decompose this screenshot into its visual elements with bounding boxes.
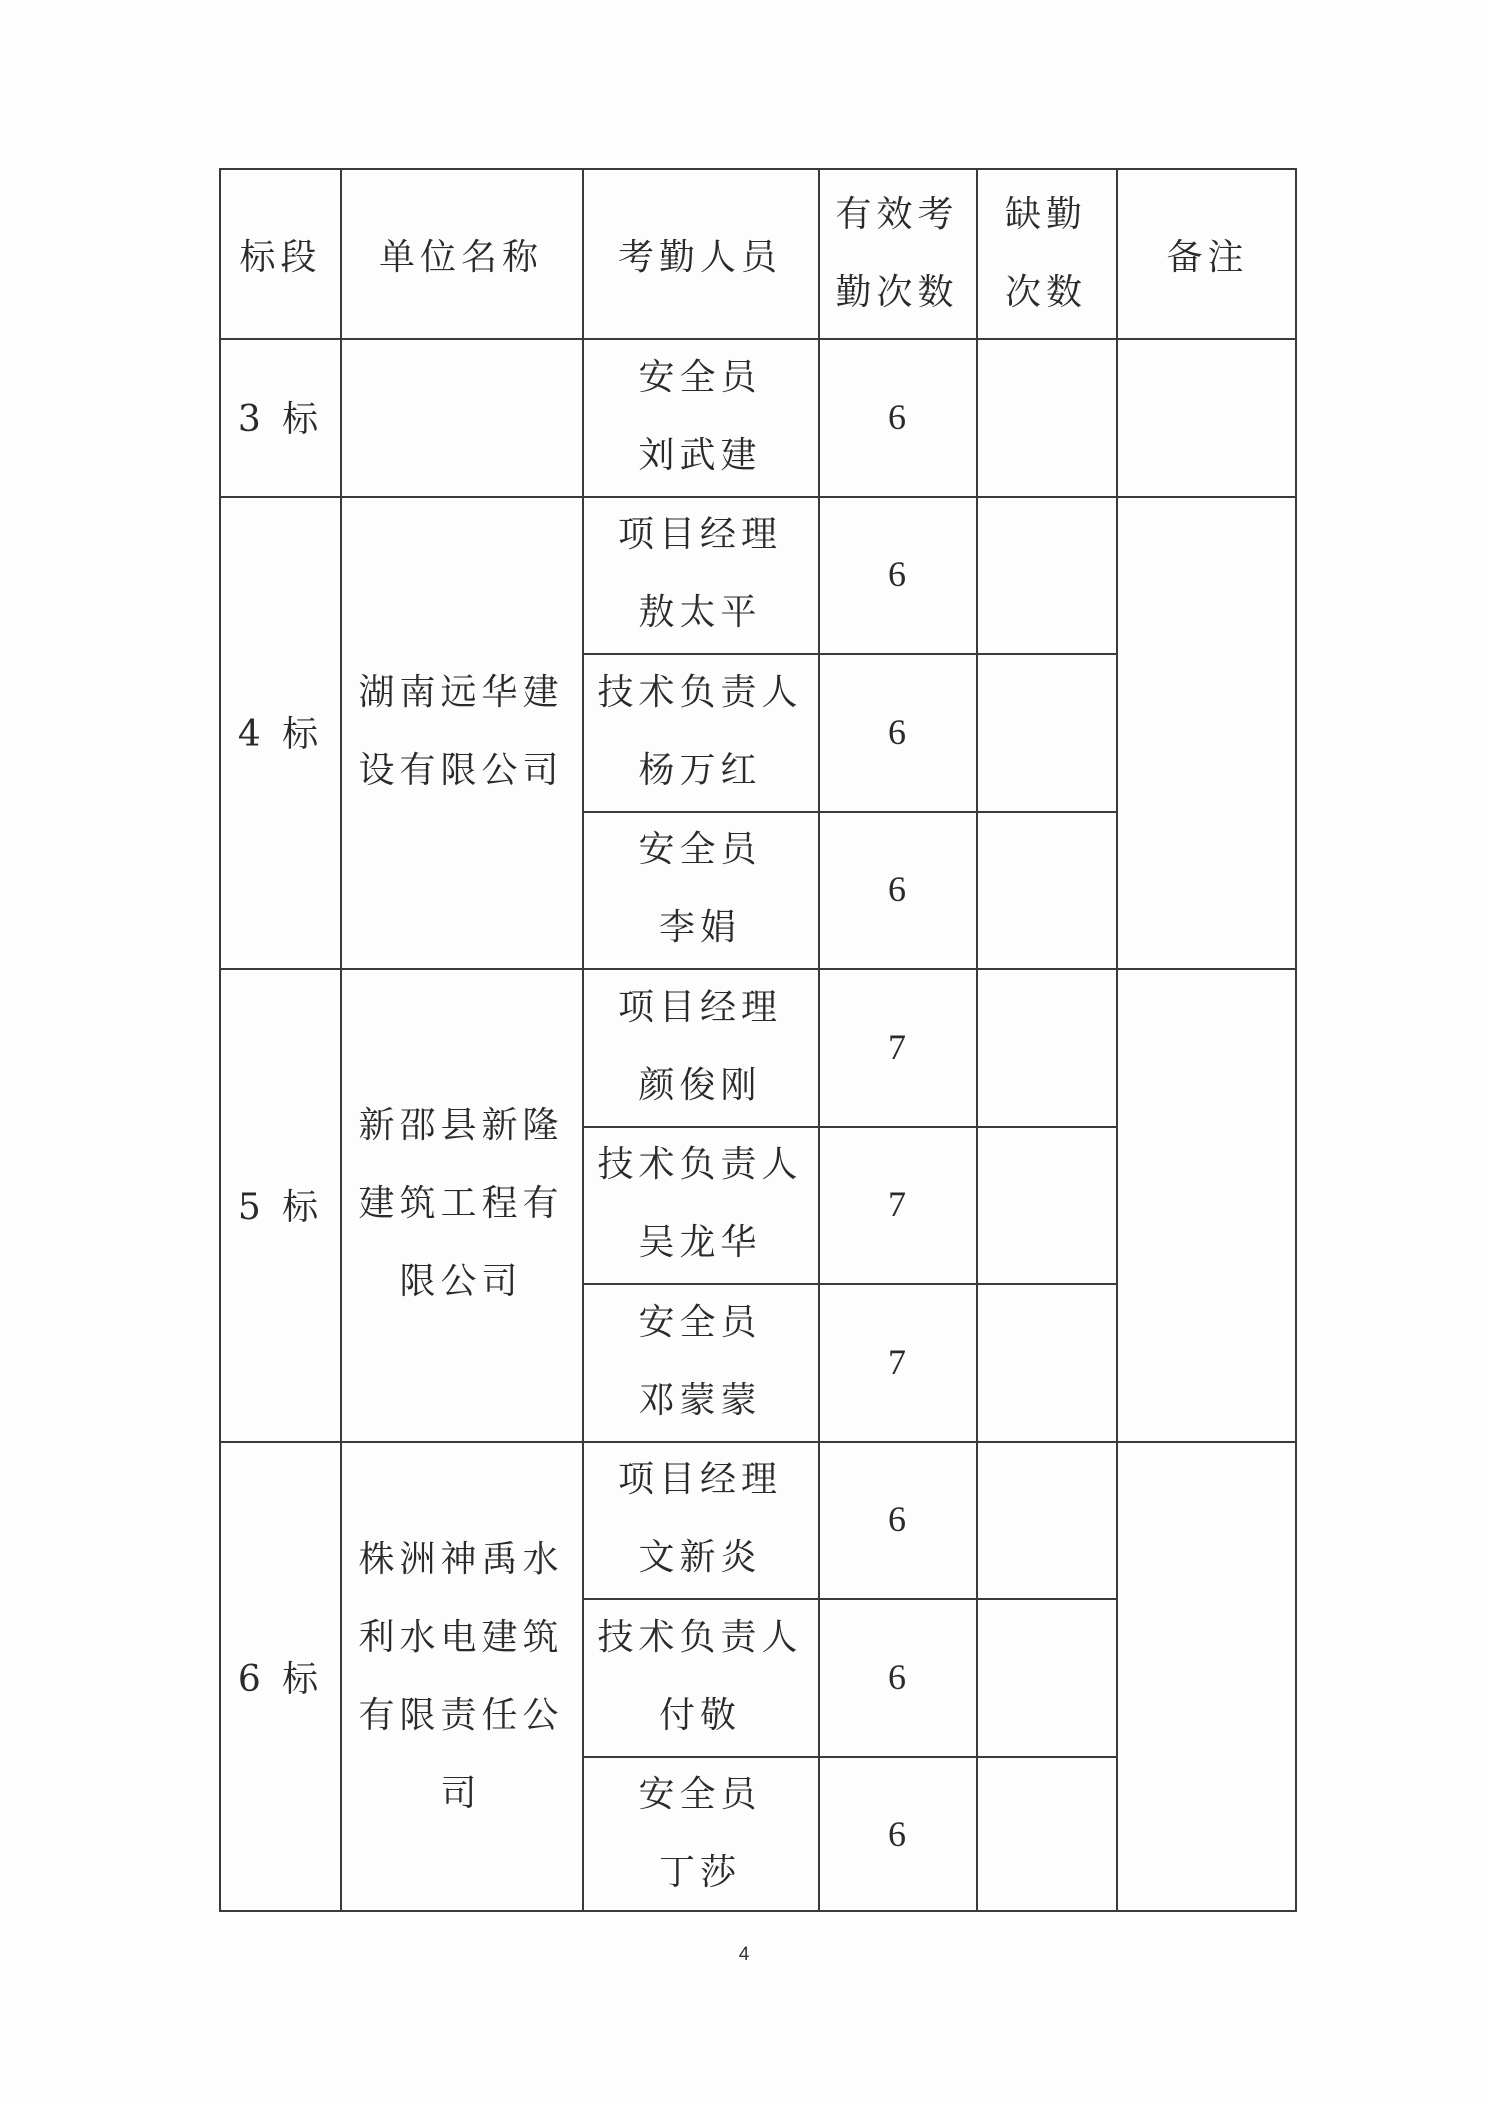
unit-name-line: 设有限公司: [358, 749, 564, 791]
staff-role: 项目经理: [617, 514, 782, 556]
header-staff: 考勤人员: [617, 236, 782, 278]
unit-name-cell: [340, 968, 582, 1441]
unit-name-line: 有限责任公: [358, 1694, 564, 1736]
staff-cell: [582, 653, 818, 811]
section-cell: [221, 968, 340, 1441]
header-section: 标段: [239, 236, 322, 278]
staff-role: 安全员: [638, 1774, 762, 1816]
staff-name: 吴龙华: [638, 1222, 762, 1264]
valid-count: 6: [888, 1499, 906, 1540]
valid-count-cell: [818, 496, 976, 654]
unit-name-cell: [340, 338, 582, 496]
unit-name-line: 株洲神禹水: [358, 1538, 564, 1580]
valid-count: 6: [888, 711, 906, 752]
staff-cell: [582, 1441, 818, 1599]
valid-count-cell: [818, 653, 976, 811]
staff-cell: [582, 1756, 818, 1914]
unit-name-line: 湖南远华建: [358, 671, 564, 713]
section-cell: [221, 338, 340, 496]
staff-role: 项目经理: [617, 986, 782, 1028]
absent-count-cell: [976, 1441, 1116, 1599]
remark-cell: [1116, 1441, 1299, 1914]
staff-role: 技术负责人: [597, 1144, 803, 1186]
absent-count-cell: [976, 1126, 1116, 1284]
valid-count: 6: [888, 1814, 906, 1855]
staff-role: 安全员: [638, 356, 762, 398]
staff-role: 安全员: [638, 1301, 762, 1343]
unit-name-line: 建筑工程有: [358, 1183, 564, 1225]
absent-count-cell: [976, 653, 1116, 811]
remark-cell: [1116, 968, 1299, 1441]
staff-cell: [582, 811, 818, 969]
absent-count-cell: [976, 811, 1116, 969]
absent-count-cell: [976, 496, 1116, 654]
valid-count: 7: [888, 1026, 906, 1067]
valid-count-cell: [818, 811, 976, 969]
attendance-table: [219, 168, 1297, 1912]
staff-row-divider: [582, 653, 1116, 655]
page-number: 4: [738, 1944, 750, 1965]
staff-name: 李娟: [658, 907, 741, 949]
section-cell: [221, 1441, 340, 1914]
valid-count: 6: [888, 869, 906, 910]
staff-name: 颜俊刚: [638, 1064, 762, 1106]
staff-name: 邓蒙蒙: [638, 1379, 762, 1421]
unit-name-line: 利水电建筑: [358, 1616, 564, 1658]
staff-role: 项目经理: [617, 1459, 782, 1501]
staff-role: 技术负责人: [597, 671, 803, 713]
section-label: 6 标: [237, 1659, 324, 1701]
remark-cell: [1116, 338, 1299, 496]
unit-name-line: 司: [440, 1772, 482, 1814]
staff-role: 技术负责人: [597, 1616, 803, 1658]
section-label: 4 标: [237, 714, 324, 756]
valid-count-cell: [818, 1283, 976, 1441]
absent-count-cell: [976, 968, 1116, 1126]
staff-cell: [582, 1283, 818, 1441]
staff-cell: [582, 1598, 818, 1756]
unit-name-line: 新邵县新隆: [358, 1105, 564, 1147]
valid-count-cell: [818, 1441, 976, 1599]
valid-count: 6: [888, 1656, 906, 1697]
valid-count: 6: [888, 396, 906, 437]
staff-row-divider: [582, 1756, 1116, 1758]
staff-row-divider: [582, 1598, 1116, 1600]
header-unit: 单位名称: [378, 236, 543, 278]
staff-row-divider: [582, 1283, 1116, 1285]
section-cell: [221, 496, 340, 969]
staff-cell: [582, 968, 818, 1126]
staff-name: 丁莎: [658, 1852, 741, 1894]
valid-count: 6: [888, 554, 906, 595]
absent-count-cell: [976, 1283, 1116, 1441]
remark-cell: [1116, 496, 1299, 969]
staff-name: 付敬: [658, 1694, 741, 1736]
staff-name: 杨万红: [638, 749, 762, 791]
section-label: 3 标: [237, 399, 324, 441]
staff-cell: [582, 1126, 818, 1284]
unit-name-line: 限公司: [399, 1261, 523, 1303]
valid-count-cell: [818, 1598, 976, 1756]
absent-count-cell: [976, 338, 1116, 496]
valid-count: 7: [888, 1341, 906, 1382]
valid-count-cell: [818, 1756, 976, 1914]
valid-count-cell: [818, 338, 976, 496]
absent-count-cell: [976, 1756, 1116, 1914]
staff-cell: [582, 338, 818, 496]
staff-row-divider: [582, 811, 1116, 813]
header-remark: 备注: [1166, 236, 1249, 278]
staff-name: 敖太平: [638, 592, 762, 634]
unit-name-cell: [340, 496, 582, 969]
absent-count-cell: [976, 1598, 1116, 1756]
section-label: 5 标: [237, 1186, 324, 1228]
staff-row-divider: [582, 1126, 1116, 1128]
unit-name-cell: [340, 1441, 582, 1914]
staff-cell: [582, 496, 818, 654]
staff-role: 安全员: [638, 829, 762, 871]
header-absent-count: 缺勤 次数: [1004, 194, 1087, 313]
header-valid-count: 有效考 勤次数: [835, 194, 959, 313]
staff-name: 文新炎: [638, 1537, 762, 1579]
valid-count: 7: [888, 1184, 906, 1225]
staff-name: 刘武建: [638, 434, 762, 476]
valid-count-cell: [818, 968, 976, 1126]
valid-count-cell: [818, 1126, 976, 1284]
